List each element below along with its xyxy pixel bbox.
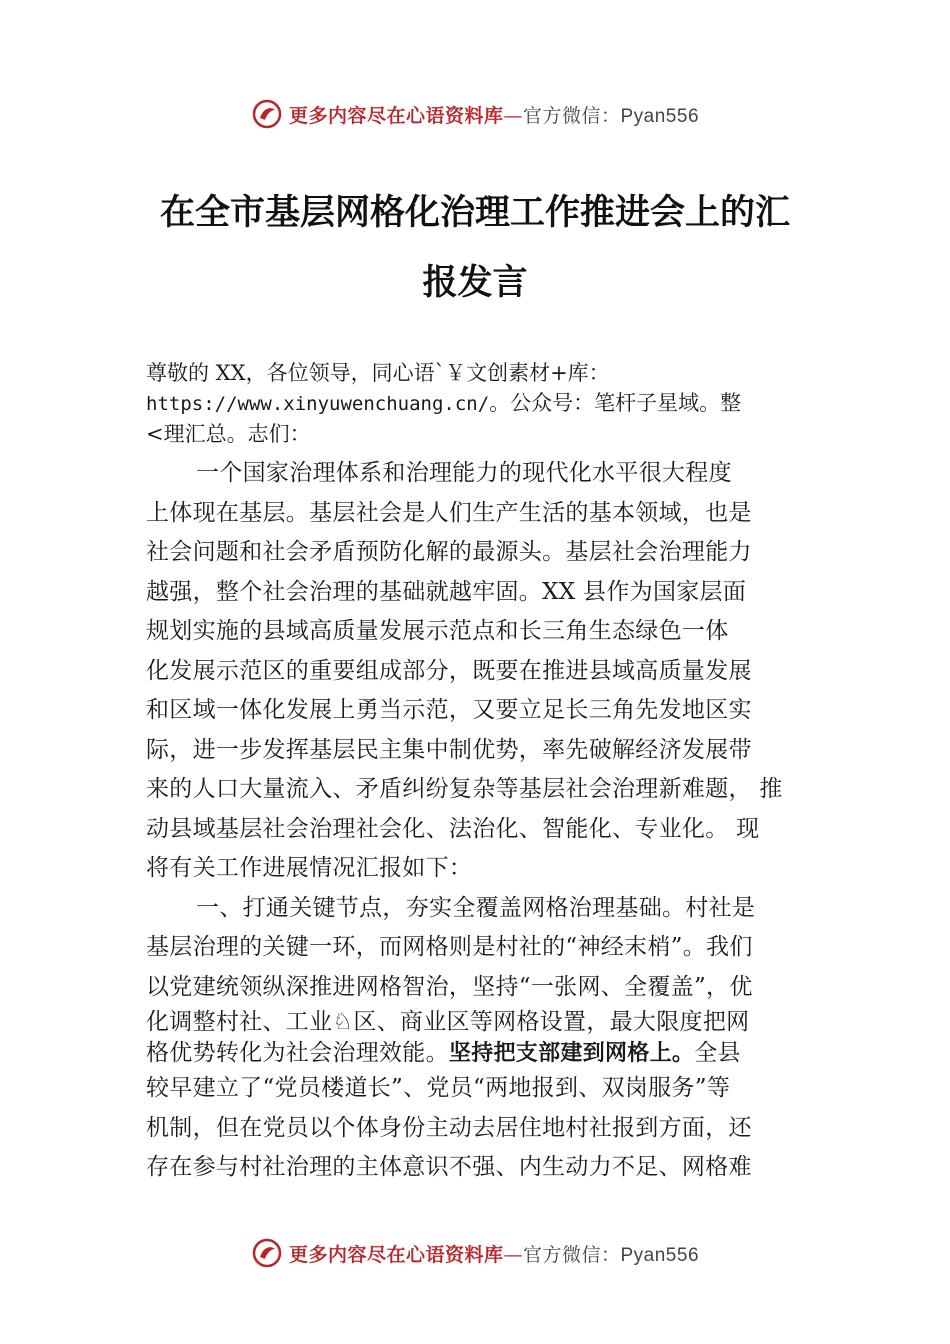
title-line-2: 报发言 (422, 262, 528, 303)
brand-logo-icon (251, 98, 283, 130)
banner-wechat-label: 官方微信： (522, 1243, 621, 1266)
body-line: 机制，但在党员以个体身份主动去居住地村社报到方面，还 (146, 1114, 752, 1141)
body-line: 将有关工作进展情况汇报如下： (146, 855, 473, 881)
body-line: 来的人口大量流入、矛盾纠纷复杂等基层社会治理新难题， 推 (146, 776, 783, 802)
emphasis-text: 坚持把支部建到网格上。 (448, 1041, 695, 1066)
body-line: 社会问题和社会矛盾预防化解的最源头。基层社会治理能力 (146, 539, 752, 565)
body-line: 以党建统领纵深推进网格智治，坚持“一张网、全覆盖”，优 (146, 973, 753, 1000)
banner-dash: — (503, 104, 523, 127)
footer-banner (0, 1233, 950, 1273)
salutation-line-3: <理汇总。志们： (146, 422, 311, 446)
body-line: 际，进一步发挥基层民主集中制优势，率先破解经济发展带 (146, 736, 752, 763)
salutation-url: https://www.xinyuwenchuang.cn/ (146, 393, 490, 415)
body-line (146, 1038, 826, 1069)
banner-brand: 更多内容尽在心语资料库 (288, 1243, 504, 1266)
salutation-line-1: 尊敬的 XX，各位领导，同心语`￥文创素材+库： (146, 361, 610, 385)
banner-wechat-id: Pyan556 (620, 1244, 700, 1266)
document-body (146, 454, 826, 1188)
body-line-post: 全县 (694, 1040, 741, 1066)
banner-text (289, 1240, 699, 1267)
body-line: 动县域基层社会治理社会化、法治化、智能化、专业化。 现 (146, 815, 760, 842)
banner-dash: — (503, 1243, 523, 1266)
body-line: 基层治理的关键一环，而网格则是村社的“神经末梢”。我们 (146, 934, 753, 960)
document-title (100, 178, 850, 318)
salutation (146, 358, 846, 449)
body-line: 和区域一体化发展上勇当示范，又要立足长三角先发地区实 (146, 697, 752, 723)
body-line-pre: 格优势转化为社会治理效能。 (146, 1040, 449, 1066)
header-banner (0, 94, 950, 134)
section-heading-line: 一、打通关键节点，夯实全覆盖网格治理基础。村社是 (196, 894, 756, 921)
body-line: 化发展示范区的重要组成部分，既要在推进县域高质量发展 (146, 657, 752, 684)
body-line: 规划实施的县域高质量发展示范点和长三角生态绿色一体 (146, 618, 729, 644)
body-line: 化调整村社、工业♘区、商业区等网格设置，最大限度把网 (146, 1009, 750, 1035)
salutation-line-2-rest: 。公众号：笔杆子星域。整 (489, 391, 742, 415)
banner-text (289, 101, 699, 128)
body-line: 存在参与村社治理的主体意识不强、内生动力不足、网格难 (146, 1154, 752, 1180)
banner-wechat-label: 官方微信： (522, 104, 621, 127)
banner-brand: 更多内容尽在心语资料库 (288, 104, 504, 127)
title-line-1: 在全市基层网格化治理工作推进会上的汇 (159, 192, 790, 233)
brand-logo-icon (251, 1237, 283, 1269)
body-line: 越强，整个社会治理的基础就越牢固。XX 县作为国家层面 (146, 578, 747, 605)
banner-wechat-id: Pyan556 (620, 105, 700, 127)
body-line: 一个国家治理体系和治理能力的现代化水平很大程度 (196, 460, 732, 486)
salutation-line-2 (146, 388, 846, 419)
body-line: 上体现在基层。基层社会是人们生产生活的基本领域，也是 (146, 499, 752, 526)
body-line: 较早建立了“党员楼道长”、党员“两地报到、双岗服务”等 (146, 1075, 731, 1101)
